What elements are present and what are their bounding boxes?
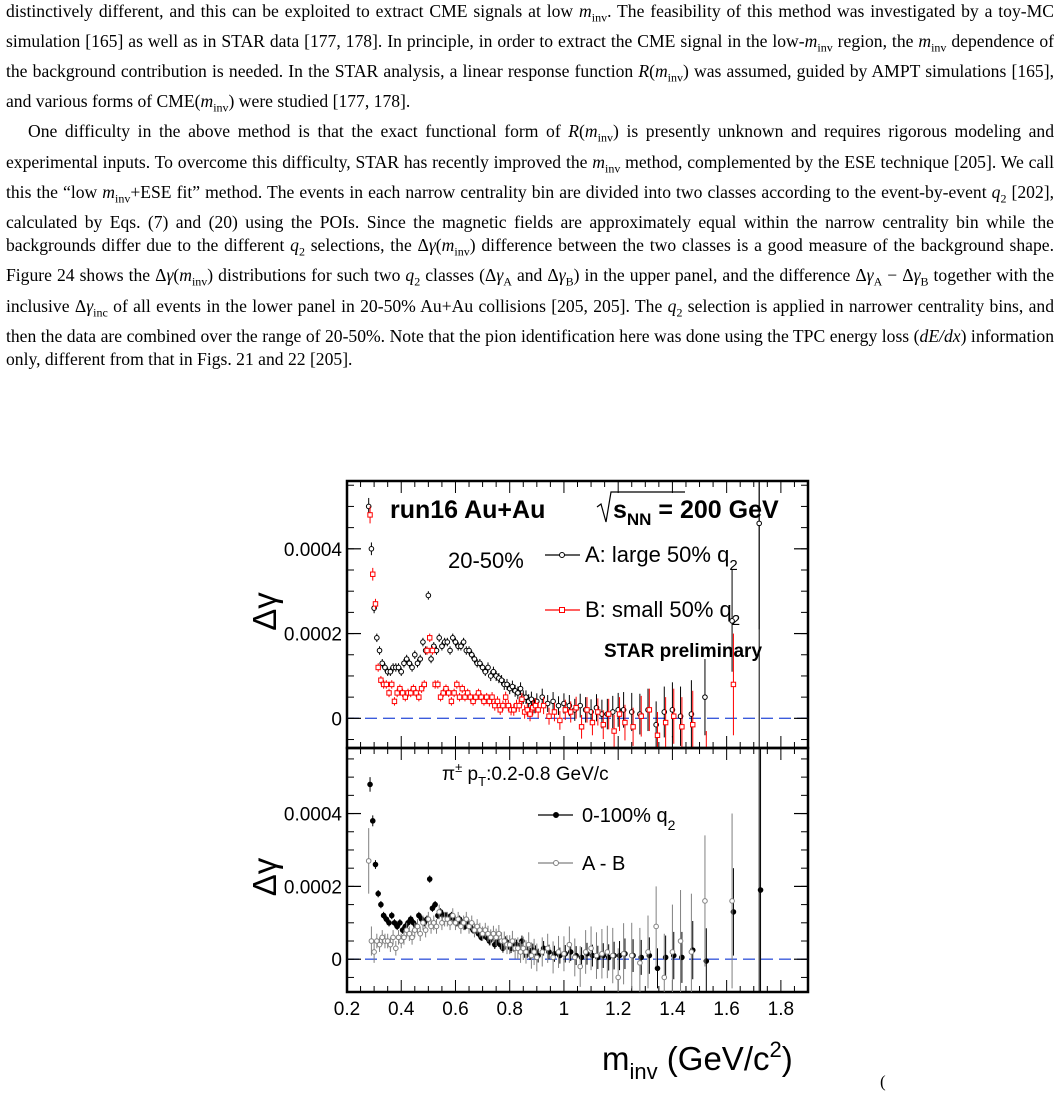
x-tick-label: 0.8 xyxy=(496,999,523,1020)
math-symbol: $\gamma_A$ xyxy=(496,265,512,289)
data-point xyxy=(425,648,429,652)
math-symbol: $\gamma_{inc}$ xyxy=(86,295,108,320)
data-point xyxy=(436,682,440,686)
data-point xyxy=(464,917,469,922)
data-point xyxy=(585,708,589,712)
data-point xyxy=(433,902,438,907)
math-symbol: $m_{inv}$ xyxy=(179,265,208,289)
data-point xyxy=(610,953,615,958)
energy-label: $s_{NN} = 200$ GeV xyxy=(613,496,779,529)
data-point xyxy=(758,888,763,893)
y-tick-label: 0.0002 xyxy=(283,624,342,646)
data-point xyxy=(417,695,421,699)
data-point xyxy=(446,691,450,695)
math-symbol: $q_2$ xyxy=(667,295,683,320)
x-tick-label: 0.2 xyxy=(333,999,361,1020)
math-symbol: γ( xyxy=(166,265,180,286)
data-point xyxy=(520,697,524,701)
data-point xyxy=(480,665,485,670)
data-point xyxy=(574,706,578,710)
data-point xyxy=(434,924,439,929)
data-point xyxy=(469,652,474,657)
data-point xyxy=(445,640,450,645)
data-point xyxy=(418,931,423,936)
data-point xyxy=(556,703,561,708)
data-point xyxy=(689,950,694,955)
math-symbol: $q_2$ xyxy=(991,181,1007,206)
data-point xyxy=(421,640,426,645)
data-point xyxy=(472,657,477,662)
chart-title: run16 Au+Au xyxy=(390,496,546,524)
data-point xyxy=(563,708,567,712)
data-point xyxy=(583,950,588,955)
data-point xyxy=(606,712,610,716)
data-point xyxy=(691,722,695,726)
figure-24 xyxy=(230,462,850,1093)
data-point xyxy=(590,720,594,724)
x-tick-label: 1.8 xyxy=(767,999,795,1020)
data-point xyxy=(647,708,651,712)
data-point xyxy=(467,648,472,653)
caption-stub: ( xyxy=(880,1072,886,1091)
data-point xyxy=(455,682,459,686)
data-point xyxy=(368,513,372,517)
x-tick-label: 1.2 xyxy=(604,999,632,1020)
data-point xyxy=(412,652,417,657)
math-symbol: $m_{inv}$ xyxy=(579,1,608,25)
data-point xyxy=(410,935,415,940)
data-point xyxy=(391,935,396,940)
data-point xyxy=(486,665,491,670)
y-tick-label: 0 xyxy=(331,950,342,972)
math-symbol: dE/dx xyxy=(919,325,961,346)
data-point xyxy=(535,955,540,960)
data-point xyxy=(730,899,735,904)
data-point xyxy=(459,644,464,649)
data-point xyxy=(402,935,407,940)
math-symbol: $q_2$ xyxy=(405,265,421,289)
data-point xyxy=(495,699,499,703)
data-point xyxy=(540,950,545,955)
data-point xyxy=(510,939,515,944)
data-point xyxy=(655,966,660,971)
data-point xyxy=(616,975,621,980)
data-point xyxy=(654,924,659,929)
legend-marker xyxy=(560,553,565,558)
data-point xyxy=(612,729,616,733)
data-point xyxy=(552,710,556,714)
data-point xyxy=(390,682,394,686)
math-symbol: $m_{inv}$ xyxy=(654,61,683,85)
data-point xyxy=(638,961,643,966)
data-point xyxy=(478,661,483,666)
data-point xyxy=(524,950,529,955)
data-point xyxy=(376,891,381,896)
data-point xyxy=(457,695,461,699)
data-point xyxy=(655,733,659,737)
data-point xyxy=(399,669,404,674)
math-symbol: $\gamma_B$ xyxy=(558,265,574,289)
math-symbol: $m_{inv}$ xyxy=(441,235,470,259)
math-symbol: $m_{inv}$ xyxy=(804,31,833,55)
data-point xyxy=(545,946,550,951)
data-point xyxy=(556,950,561,955)
data-point xyxy=(410,665,415,670)
series-a-b xyxy=(366,814,734,992)
data-point xyxy=(501,703,505,707)
data-point xyxy=(373,602,377,606)
data-point xyxy=(460,686,464,690)
data-point xyxy=(415,924,420,929)
data-point xyxy=(389,913,394,918)
data-point xyxy=(579,725,583,729)
y-tick-label: 0 xyxy=(331,709,342,731)
data-point xyxy=(430,648,434,652)
y-axis-label: Δγ xyxy=(246,592,283,631)
data-point xyxy=(488,674,493,679)
data-point xyxy=(415,661,420,666)
legend-marker xyxy=(554,813,559,818)
data-point xyxy=(731,682,735,686)
data-point xyxy=(505,682,510,687)
data-point xyxy=(388,669,393,674)
math-symbol: $\gamma_B$ xyxy=(913,265,929,289)
body-text xyxy=(6,0,1054,372)
math-symbol: R( xyxy=(568,121,585,142)
data-point xyxy=(407,661,412,666)
data-point xyxy=(376,665,380,669)
data-point xyxy=(426,917,431,922)
legend-label: A - B xyxy=(582,853,626,875)
data-point xyxy=(491,669,496,674)
data-point xyxy=(672,714,676,718)
data-point xyxy=(450,913,455,918)
y-tick-label: 0.0004 xyxy=(283,804,342,826)
legend-label: B: small 50% $q_2$ xyxy=(585,597,741,629)
data-point xyxy=(528,712,532,716)
data-point xyxy=(594,953,599,958)
data-point xyxy=(372,950,377,955)
data-point xyxy=(703,695,708,700)
x-tick-label: 1 xyxy=(558,999,570,1020)
data-point xyxy=(663,720,667,724)
data-point xyxy=(605,950,610,955)
math-symbol: $m_{inv}$ xyxy=(918,31,947,55)
preliminary-label: STAR preliminary xyxy=(604,641,763,662)
data-point xyxy=(404,657,409,662)
math-symbol: $\gamma_A$ xyxy=(866,265,883,289)
data-point xyxy=(456,917,461,922)
legend-label: 0-100% $q_2$ xyxy=(582,805,676,833)
legend-label: A: large 50% $q_2$ xyxy=(585,542,738,574)
data-point xyxy=(452,691,456,695)
upper-annotations xyxy=(390,492,779,662)
data-point xyxy=(387,921,392,926)
y-tick-label: 0.0002 xyxy=(283,877,342,899)
data-point xyxy=(510,684,515,689)
data-point xyxy=(422,682,426,686)
data-point xyxy=(469,921,474,926)
centrality-label: 20-50% xyxy=(448,548,524,573)
data-point xyxy=(589,946,594,951)
math-symbol: R( xyxy=(638,61,655,82)
x-axis-label: $m_{inv}$ $(GeV/c^2)$ xyxy=(602,1037,793,1084)
data-point xyxy=(541,703,545,707)
data-point xyxy=(646,950,651,955)
data-point xyxy=(601,722,605,726)
data-point xyxy=(426,593,431,598)
legend-marker xyxy=(554,861,559,866)
data-point xyxy=(497,931,502,936)
data-point xyxy=(379,902,384,907)
y-tick-label: 0.0004 xyxy=(283,539,342,561)
data-point xyxy=(680,725,684,729)
data-point xyxy=(428,636,432,640)
figure-svg xyxy=(230,462,850,1093)
data-point xyxy=(483,669,488,674)
data-point xyxy=(437,910,442,915)
kinematics-label: π± $p_T:0.2-0.8$ GeV/c xyxy=(442,760,609,789)
data-point xyxy=(421,921,426,926)
data-point xyxy=(596,710,600,714)
data-point xyxy=(631,725,635,729)
data-point xyxy=(440,644,445,649)
math-symbol: $m_{inv}$ xyxy=(584,121,613,145)
data-point xyxy=(526,942,531,947)
data-point xyxy=(567,942,572,947)
paragraph-1: distinctively different, and this can be exploited to extract CME signals at low $m_{inv}$. The feasibility of this method was investigated by a toy-MC simulation [165] as well as in STAR data [177, 178]. In principle, in order to extract the CME signal in the low-$m_{inv}$ region, the $m_{inv}$ dependence of the background contribution is needed. In the STAR analysis, a linear response function $R(m_{inv})$ was assumed, guided by AMPT simulations [165], and various forms of $CME(m_{inv})$ were studied [177, 178]. xyxy=(6,1,1055,115)
data-point xyxy=(569,710,573,714)
data-point xyxy=(678,939,683,944)
math-symbol: $m_{inv}$ xyxy=(592,151,621,176)
data-point xyxy=(429,657,434,662)
data-point xyxy=(670,950,675,955)
data-point xyxy=(536,708,540,712)
data-point xyxy=(617,712,621,716)
data-point xyxy=(600,951,605,956)
math-symbol: $m_{inv}$ xyxy=(102,181,131,206)
data-point xyxy=(370,819,375,824)
data-point xyxy=(368,782,373,787)
data-point xyxy=(388,942,393,947)
data-point xyxy=(461,640,466,645)
data-point xyxy=(373,862,378,867)
data-point xyxy=(503,695,507,699)
data-point xyxy=(517,703,521,707)
data-point xyxy=(499,678,504,683)
x-tick-label: 0.4 xyxy=(388,999,415,1020)
math-symbol: γ( xyxy=(428,235,442,256)
data-point xyxy=(383,665,388,670)
data-point xyxy=(377,648,382,653)
data-point xyxy=(449,699,453,703)
data-point xyxy=(437,636,442,641)
lower-annotations xyxy=(334,760,794,1084)
data-point xyxy=(518,686,523,691)
math-symbol: $q_2$ xyxy=(290,235,305,259)
data-point xyxy=(703,899,708,904)
data-point xyxy=(547,714,551,718)
data-point xyxy=(448,921,453,926)
data-point xyxy=(394,946,399,951)
data-point xyxy=(662,975,667,980)
data-point xyxy=(516,691,521,696)
data-point xyxy=(392,699,396,703)
data-point xyxy=(369,547,374,552)
data-point xyxy=(453,640,458,645)
data-point xyxy=(558,718,562,722)
data-point xyxy=(623,720,627,724)
x-tick-label: 1.6 xyxy=(713,999,740,1020)
data-point xyxy=(423,928,428,933)
data-point xyxy=(387,691,391,695)
data-point xyxy=(369,939,374,944)
data-point xyxy=(375,636,380,641)
math-symbol: $m_{inv}$ xyxy=(200,91,229,115)
data-point xyxy=(562,951,567,956)
data-point xyxy=(490,695,494,699)
data-point xyxy=(396,665,401,670)
data-point xyxy=(448,648,453,653)
data-point xyxy=(377,942,382,947)
data-point xyxy=(427,877,432,882)
data-point xyxy=(384,682,388,686)
data-point xyxy=(572,955,577,960)
data-point xyxy=(402,661,407,666)
data-point xyxy=(371,572,375,576)
data-point xyxy=(621,951,626,956)
paragraph-2: One difficulty in the above method is that the exact functional form of $R(m_{inv})$ is presently unknown and requires rigorous modeling and experimental inputs. To overcome this difficulty, STAR has recently improved the $m_{inv}$ method, complemented by the ESE technique [205]. We call this the “low $m_{inv}+ESE$ fit” method. The events in each narrow centrality bin are divided into two classes according to the event-by-event $q_2$ [202], calculated by Eqs. (7) and (20) using the POIs. Since the magnetic fields are approximately equal within the narrow centrality bin while the backgrounds differ due to the different $q_2$ selections, the $\Delta\gamma(m_{inv})$ difference between the two classes is a good measure of the background shape. Figure 24 shows the $\Delta\gamma(m_{inv})$ distributions for such two $q_2$ classes ($\Delta\gamma_A$ and $\Delta\gamma_B$) in the upper panel, and the difference $\Delta\gamma_A - \Delta\gamma_B$ together with the inclusive $\Delta\gamma_{inc}$ of all events in the lower panel in 20-50% Au+Au collisions [205, 205]. The $q_2$ selection is applied in narrower centrality bins, and then the data are combined over the range of 20-50%. Note that the pion identification here was done using the TPC energy loss (dE/dx) information only, different from that in Figs. 21 and 22 [205]. xyxy=(6,121,1055,370)
data-point xyxy=(532,950,537,955)
data-point xyxy=(366,859,371,864)
legend-marker xyxy=(560,608,565,613)
data-point xyxy=(639,714,643,718)
x-tick-label: 0.6 xyxy=(442,999,469,1020)
data-point xyxy=(578,964,583,969)
data-point xyxy=(398,921,403,926)
data-point xyxy=(418,657,423,662)
y-axis-label: Δγ xyxy=(246,857,283,897)
x-tick-label: 1.4 xyxy=(659,999,686,1020)
data-point xyxy=(629,953,634,958)
data-point xyxy=(551,955,556,960)
data-point xyxy=(450,636,455,641)
